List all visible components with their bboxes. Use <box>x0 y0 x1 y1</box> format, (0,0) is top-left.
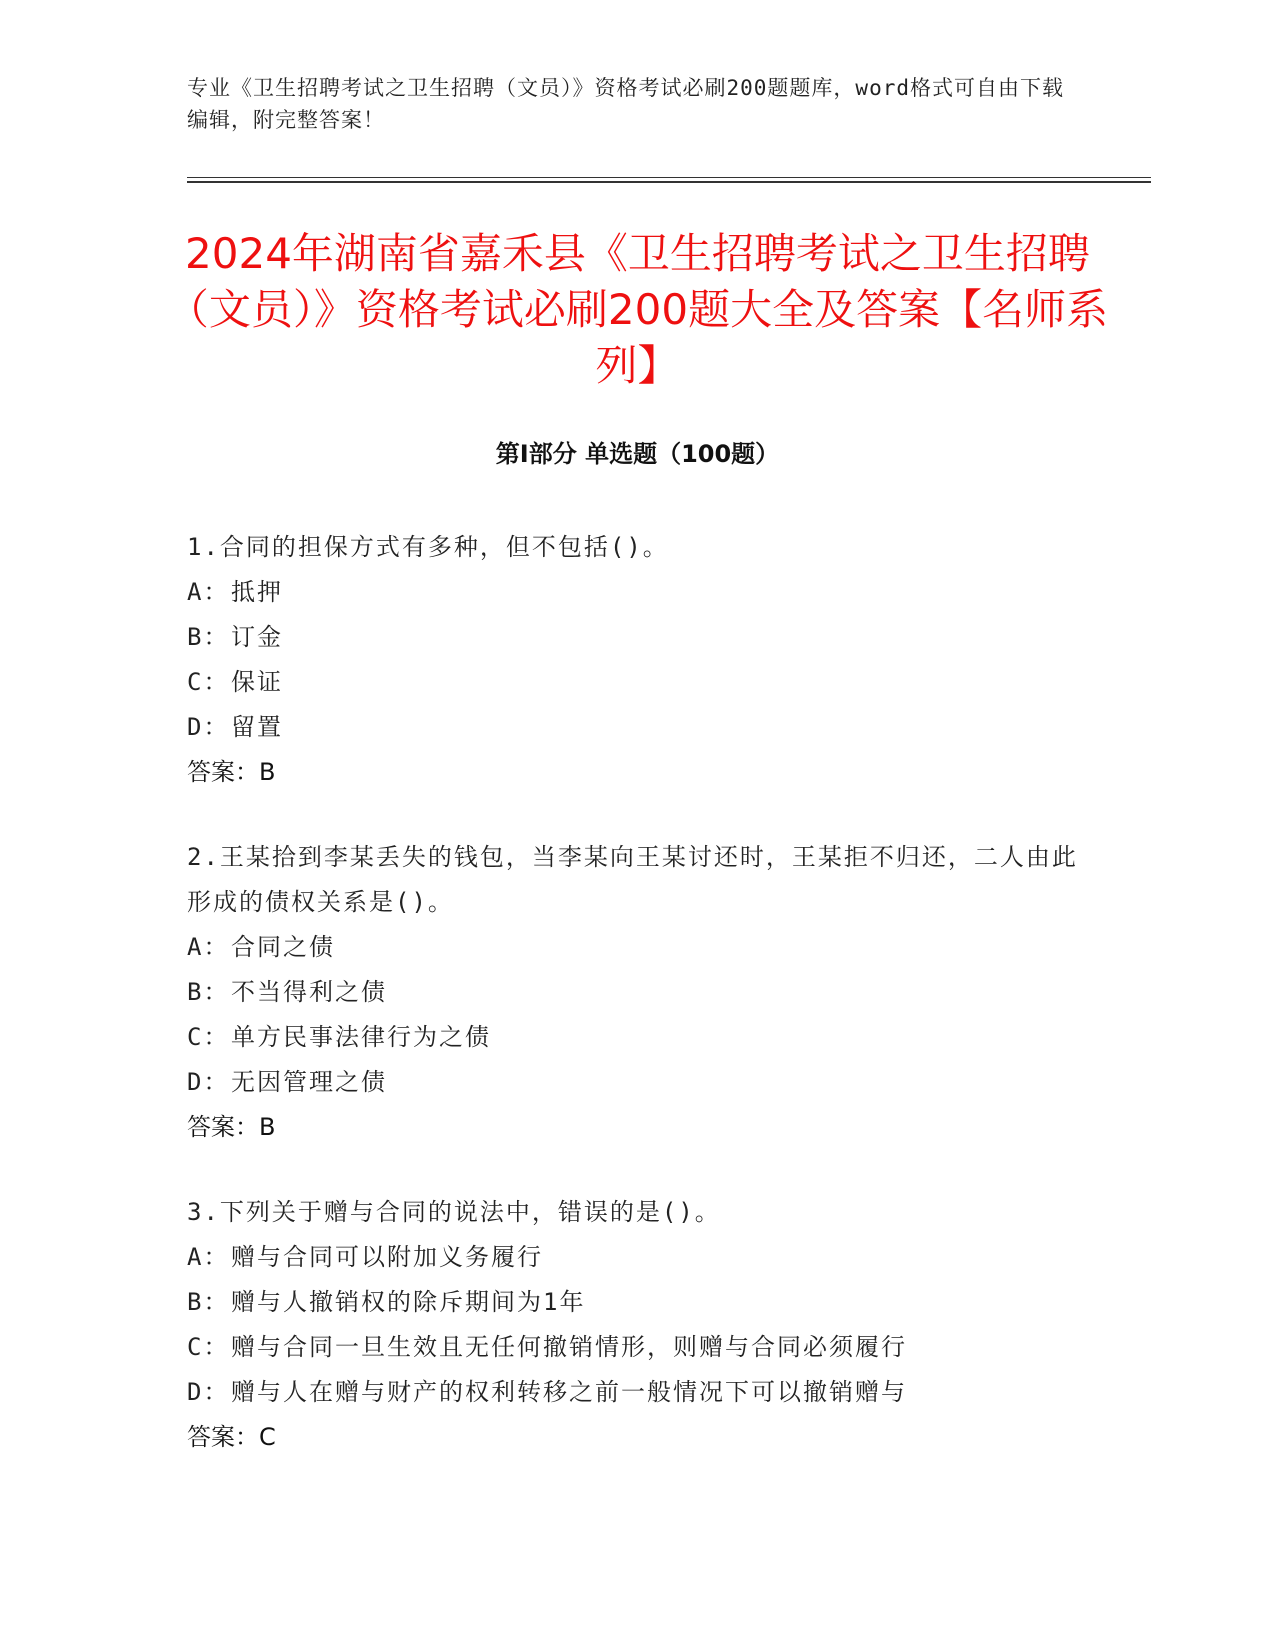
option-key: A： <box>187 1243 230 1271</box>
option-key: B： <box>187 1288 230 1316</box>
option-d <box>187 1060 1087 1105</box>
option-b <box>187 970 1087 1015</box>
option-d <box>187 1370 1087 1415</box>
option-text: 赠与人撤销权的除斥期间为1年 <box>231 1288 586 1316</box>
option-c <box>187 1325 1087 1370</box>
answer: 答案：B <box>187 758 276 786</box>
option-text: 保证 <box>231 668 283 696</box>
question-text: 3.下列关于赠与合同的说法中，错误的是()。 <box>187 1198 721 1226</box>
option-text: 合同之债 <box>231 933 335 961</box>
option-a <box>187 1235 1087 1280</box>
question-2 <box>187 835 1087 1150</box>
option-key: B： <box>187 623 230 651</box>
header-divider-thick <box>187 181 1151 183</box>
option-key: D： <box>187 1378 230 1406</box>
header-note: 专业《卫生招聘考试之卫生招聘（文员）》资格考试必刷200题题库，word格式可自由下载编辑，附完整答案！ <box>187 76 1064 132</box>
option-key: A： <box>187 578 230 606</box>
option-key: D： <box>187 713 230 741</box>
option-text: 留置 <box>231 713 283 741</box>
option-text: 单方民事法律行为之债 <box>231 1023 491 1051</box>
option-text: 订金 <box>231 623 283 651</box>
option-b <box>187 1280 1087 1325</box>
option-text: 赠与合同可以附加义务履行 <box>231 1243 543 1271</box>
option-a <box>187 925 1087 970</box>
document-title: 2024年湖南省嘉禾县《卫生招聘考试之卫生招聘（文员）》资格考试必刷200题大全及答案【名师系列】 <box>166 229 1109 390</box>
question-list <box>187 525 1087 1500</box>
option-text: 赠与合同一旦生效且无任何撤销情形，则赠与合同必须履行 <box>231 1333 907 1361</box>
answer: 答案：B <box>187 1113 276 1141</box>
option-text: 无因管理之债 <box>231 1068 387 1096</box>
option-text: 不当得利之债 <box>231 978 387 1006</box>
option-key: C： <box>187 1023 230 1051</box>
question-text: 1.合同的担保方式有多种，但不包括()。 <box>187 533 669 561</box>
option-key: C： <box>187 668 230 696</box>
question-1 <box>187 525 1087 795</box>
question-3 <box>187 1190 1087 1460</box>
option-key: A： <box>187 933 230 961</box>
option-d <box>187 705 1087 750</box>
option-key: C： <box>187 1333 230 1361</box>
header-divider-thin <box>187 177 1151 178</box>
option-key: D： <box>187 1068 230 1096</box>
option-c <box>187 660 1087 705</box>
option-key: B： <box>187 978 230 1006</box>
option-text: 抵押 <box>231 578 283 606</box>
question-text: 2.王某拾到李某丢失的钱包，当李某向王某讨还时，王某拒不归还，二人由此形成的债权关系是()。 <box>187 843 1078 916</box>
option-a <box>187 570 1087 615</box>
answer: 答案：C <box>187 1423 276 1451</box>
option-text: 赠与人在赠与财产的权利转移之前一般情况下可以撤销赠与 <box>231 1378 907 1406</box>
option-c <box>187 1015 1087 1060</box>
section-title: 第Ⅰ部分 单选题（100题） <box>495 440 780 468</box>
option-b <box>187 615 1087 660</box>
